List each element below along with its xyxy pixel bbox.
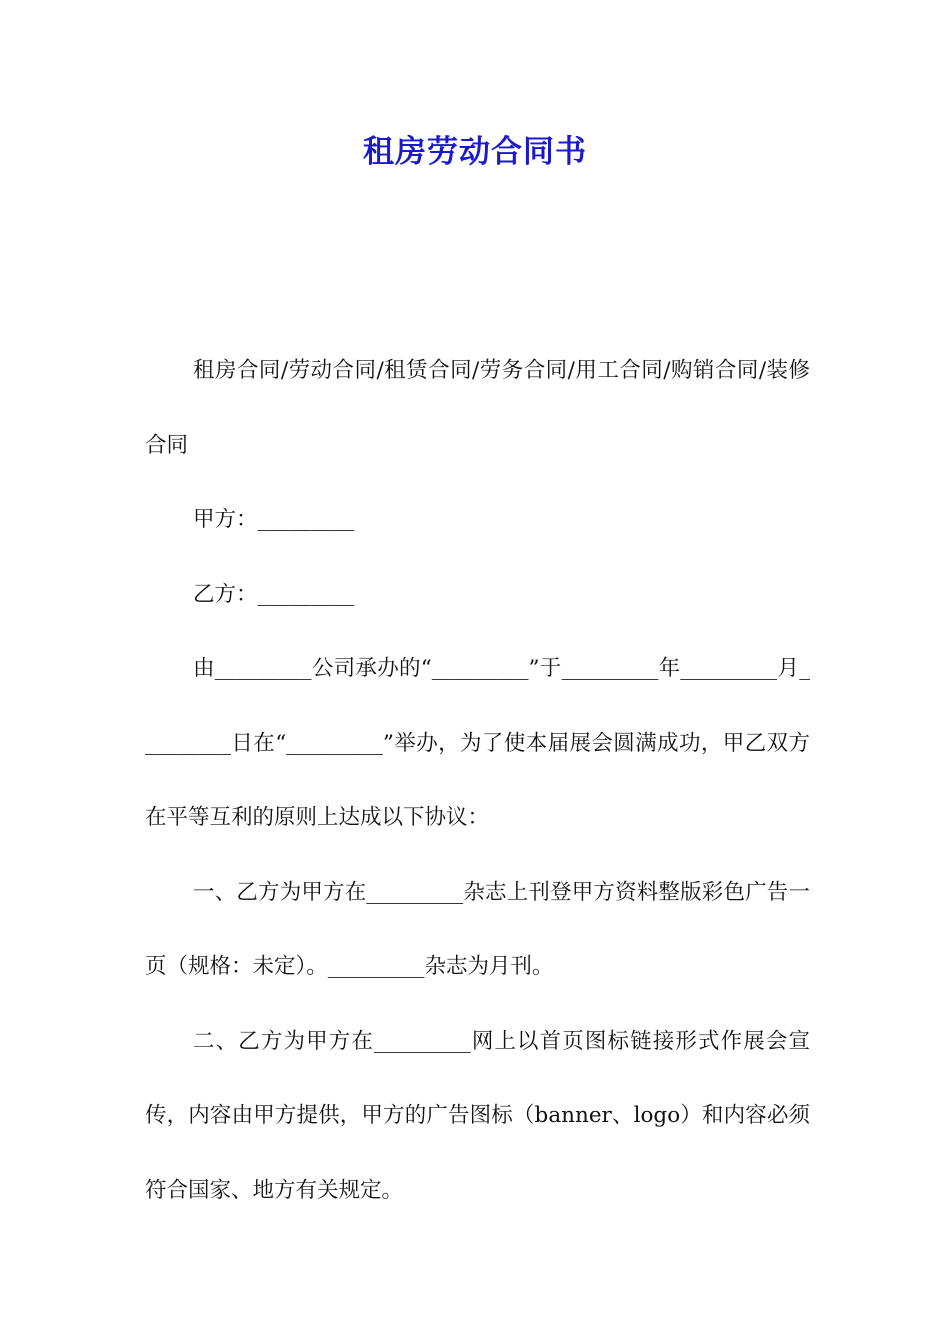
paragraph-clause-1: 一、乙方为甲方在_________杂志上刊登甲方资料整版彩色广告一页（规格：未定）。_________杂志为月刊。: [145, 879, 810, 979]
paragraph-party-a: 甲方：_________: [193, 507, 355, 532]
document-body: [145, 334, 810, 1228]
paragraph-clause-2: 二、乙方为甲方在_________网上以首页图标链接形式作展会宣传，内容由甲方提供，甲方的广告图标（banner、logo）和内容必须符合国家、地方有关规定。: [145, 1028, 810, 1203]
document-title: 租房劳动合同书: [363, 134, 587, 170]
paragraph-party-b: 乙方：_________: [193, 581, 355, 607]
paragraph-contract-types: 租房合同/劳动合同/租赁合同/劳务合同/用工合同/购销合同/装修合同: [145, 358, 810, 458]
paragraph-preamble: 由_________公司承办的“_________”于_________年_________月_________日在“_________”举办，为了使本届展会圆满成功，甲乙双方在平等互利的原则上达成以下协议：: [145, 656, 810, 830]
